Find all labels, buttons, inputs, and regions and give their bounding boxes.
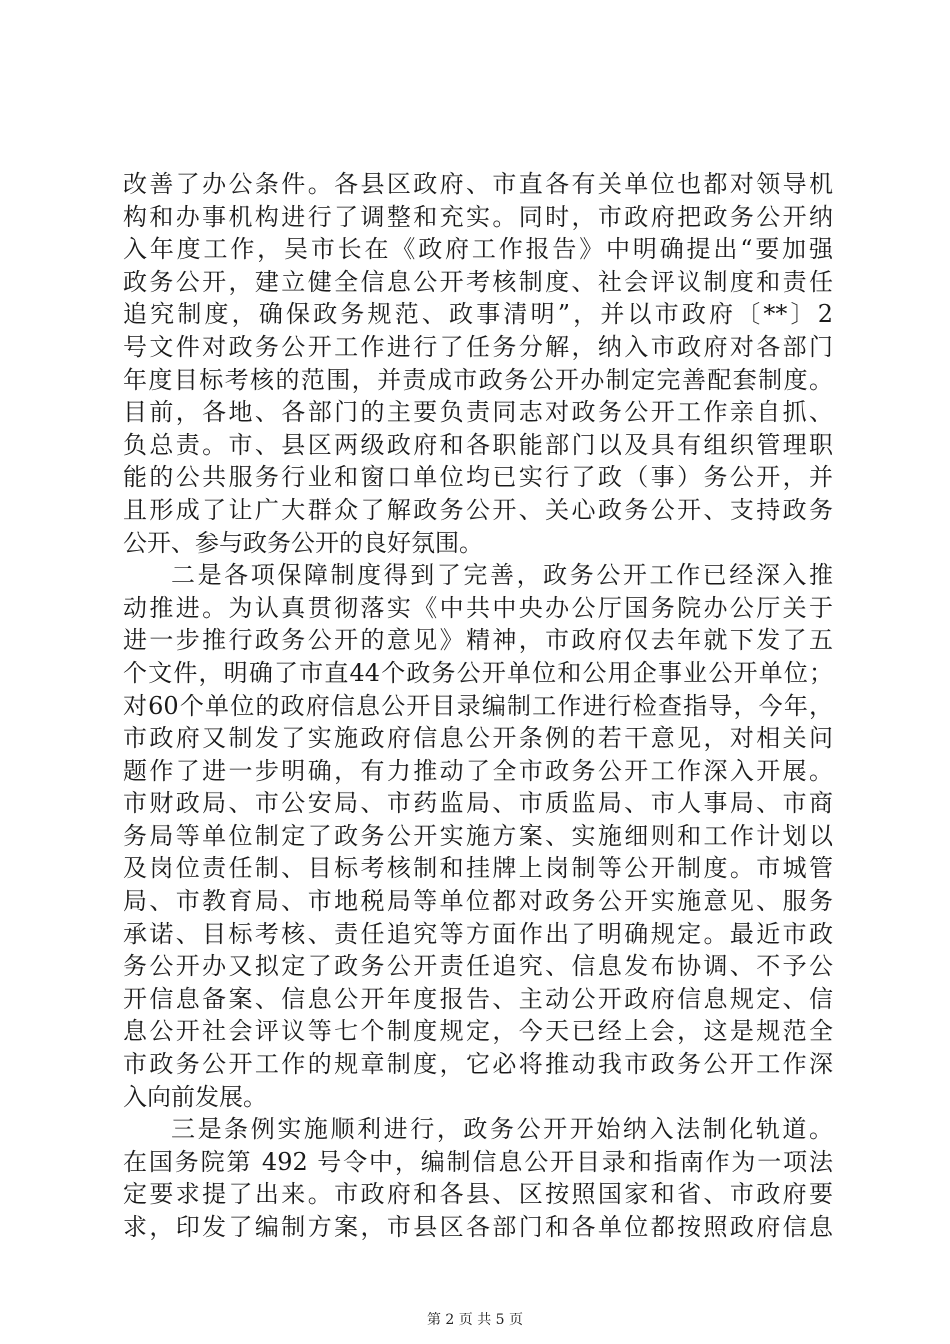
text-line: 入向前发展。 — [123, 1082, 267, 1111]
text-line: 追究制度，确保政务规范、政事清明”，并以市政府〔**〕2 — [123, 300, 833, 329]
page-footer: 第 2 页 共 5 页 — [426, 1312, 524, 1328]
text-line: 负总责。市、县区两级政府和各职能部门以及具有组织管理职 — [123, 430, 833, 459]
text-line: 公开、参与政务公开的良好氛围。 — [123, 528, 483, 557]
text-line: 且形成了让广大群众了解政务公开、关心政务公开、支持政务 — [123, 495, 833, 524]
text-line: 构和办事机构进行了调整和充实。同时，市政府把政务公开纳 — [123, 202, 833, 231]
text-line: 及岗位责任制、目标考核制和挂牌上岗制等公开制度。市城管 — [123, 854, 833, 883]
text-line: 求，印发了编制方案，市县区各部门和各单位都按照政府信息 — [123, 1213, 833, 1241]
text-line: 在国务院第 492 号令中，编制信息公开目录和指南作为一项法 — [123, 1147, 833, 1176]
text-line: 局、市教育局、市地税局等单位都对政务公开实施意见、服务 — [123, 887, 833, 916]
text-line: 改善了办公条件。各县区政府、市直各有关单位也都对领导机 — [123, 170, 833, 198]
text-line: 息公开社会评议等七个制度规定，今天已经上会，这是规范全 — [123, 1017, 833, 1046]
text-line: 三是条例实施顺利进行，政务公开开始纳入法制化轨道。 — [171, 1115, 833, 1144]
text-line: 对60个单位的政府信息公开目录编制工作进行检查指导，今年， — [123, 691, 833, 720]
text-line: 个文件，明确了市直44个政务公开单位和公用企事业公开单位； — [123, 658, 833, 687]
text-line: 能的公共服务行业和窗口单位均已实行了政（事）务公开，并 — [123, 463, 833, 492]
text-line: 承诺、目标考核、责任追究等方面作出了明确规定。最近市政 — [123, 919, 833, 948]
text-line: 题作了进一步明确，有力推动了全市政务公开工作深入开展。 — [123, 756, 833, 785]
text-line: 政务公开，建立健全信息公开考核制度、社会评议制度和责任 — [123, 267, 833, 296]
text-line: 入年度工作，吴市长在《政府工作报告》中明确提出“要加强 — [123, 235, 833, 264]
text-line: 二是各项保障制度得到了完善，政务公开工作已经深入推 — [171, 561, 833, 590]
text-line: 号文件对政务公开工作进行了任务分解，纳入市政府对各部门 — [123, 332, 833, 361]
text-line: 务局等单位制定了政务公开实施方案、实施细则和工作计划以 — [123, 821, 833, 850]
text-line: 市财政局、市公安局、市药监局、市质监局、市人事局、市商 — [123, 789, 833, 818]
text-line: 进一步推行政务公开的意见》精神，市政府仅去年就下发了五 — [123, 626, 833, 655]
text-line: 动推进。为认真贯彻落实《中共中央办公厅国务院办公厅关于 — [123, 593, 833, 622]
text-line: 定要求提了出来。市政府和各县、区按照国家和省、市政府要 — [123, 1180, 833, 1209]
text-line: 年度目标考核的范围，并责成市政务公开办制定完善配套制度。 — [123, 365, 833, 394]
text-line: 务公开办又拟定了政务公开责任追究、信息发布协调、不予公 — [123, 952, 833, 981]
text-line: 开信息备案、信息公开年度报告、主动公开政府信息规定、信 — [123, 984, 833, 1013]
text-line: 市政府又制发了实施政府信息公开条例的若干意见，对相关问 — [123, 724, 833, 753]
document-body — [123, 168, 833, 1244]
text-line: 目前，各地、各部门的主要负责同志对政务公开工作亲自抓、 — [123, 398, 833, 427]
text-line: 市政务公开工作的规章制度，它必将推动我市政务公开工作深 — [123, 1050, 833, 1079]
